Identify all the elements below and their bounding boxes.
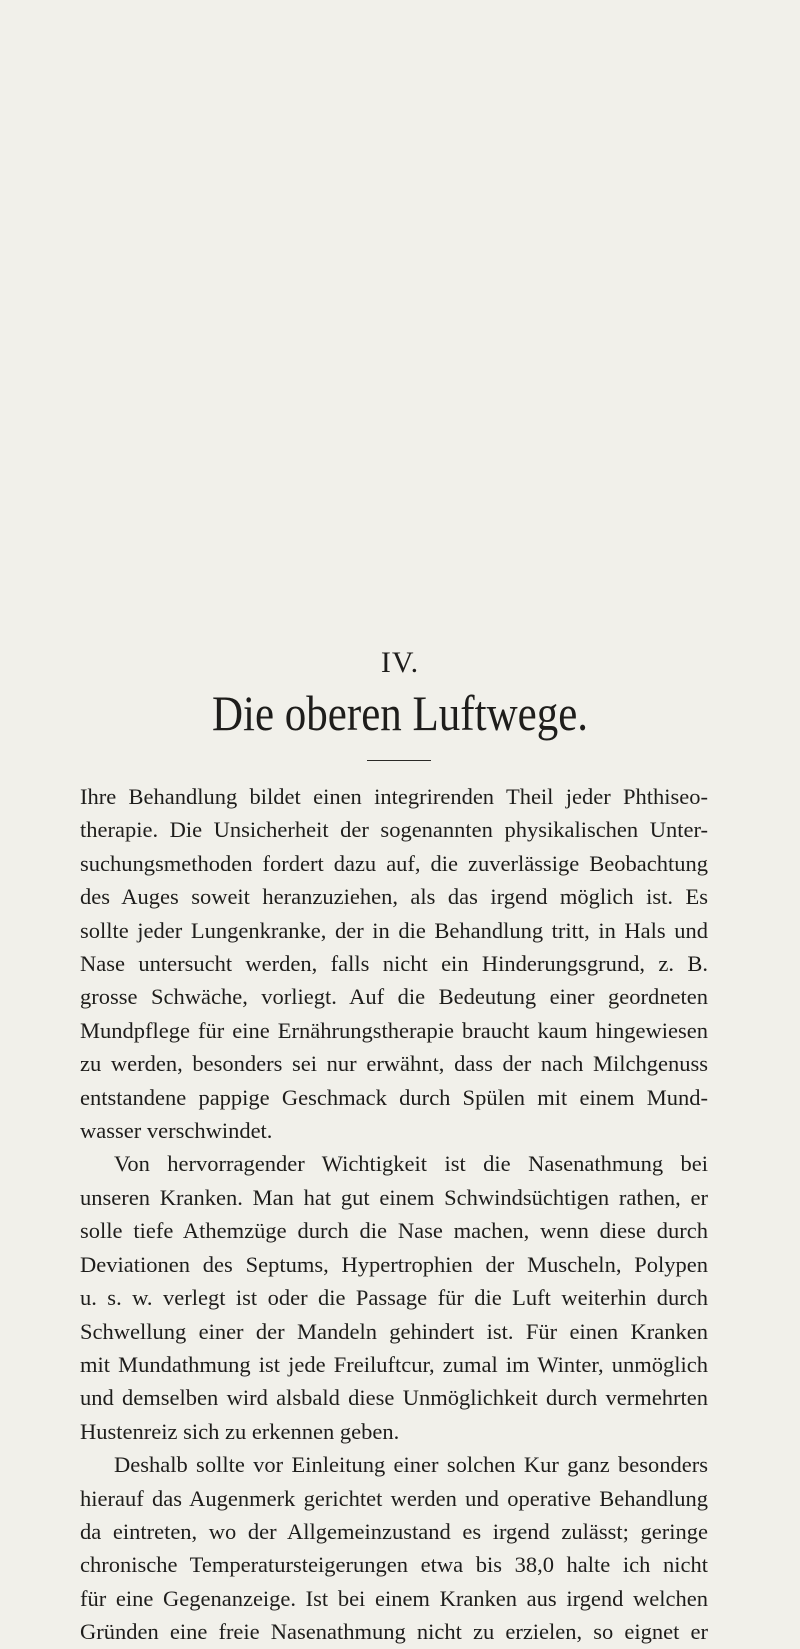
text-line: suchungsmethoden fordert dazu auf, die zuverlässige Beobachtung (80, 850, 708, 876)
chapter-number: IV. (380, 646, 420, 679)
text-line: unseren Kranken. Man hat gut einem Schwindsüchtigen rathen, er (80, 1184, 708, 1210)
text-line: da eintreten, wo der Allgemeinzustand es irgend zulässt; geringe (80, 1518, 708, 1544)
text-line: grosse Schwäche, vorliegt. Auf die Bedeutung einer geordneten (80, 984, 708, 1010)
text-line: hierauf das Augenmerk gerichtet werden und operative Behandlung (80, 1485, 708, 1511)
text-line: therapie. Die Unsicherheit der sogenannten physikalischen Unter- (80, 817, 708, 843)
text-line: mit Mundathmung ist jede Freiluftcur, zumal im Winter, unmöglich (80, 1351, 708, 1377)
text-line: wasser verschwindet. (80, 1118, 273, 1144)
title-divider (367, 760, 431, 761)
text-line: Mundpflege für eine Ernährungstherapie braucht kaum hingewiesen (80, 1017, 708, 1043)
text-line: Schwellung einer der Mandeln gehindert ist. Für einen Kranken (80, 1318, 708, 1344)
text-line: für eine Gegenanzeige. Ist bei einem Kranken aus irgend welchen (80, 1585, 708, 1611)
text-line: chronische Temperatursteigerungen etwa bis 38,0 halte ich nicht (80, 1552, 708, 1578)
paragraph-2 (80, 1147, 708, 1448)
text-line: u. s. w. verlegt ist oder die Passage für die Luft weiterhin durch (80, 1285, 708, 1311)
text-line: Ihre Behandlung bildet einen integrirenden Theil jeder Phthiseo- (80, 784, 708, 809)
paragraph-1 (80, 780, 708, 1147)
chapter-title: Die oberen Luftwege. (211, 685, 589, 741)
text-line: Deshalb sollte vor Einleitung einer solchen Kur ganz besonders (114, 1452, 708, 1478)
text-line: und demselben wird alsbald diese Unmöglichkeit durch vermehrten (80, 1385, 708, 1411)
text-line: solle tiefe Athemzüge durch die Nase machen, wenn diese durch (80, 1218, 708, 1244)
text-line: Gründen eine freie Nasenathmung nicht zu erzielen, so eignet er (80, 1619, 708, 1645)
text-line: des Auges soweit heranzuziehen, als das irgend möglich ist. Es (80, 884, 708, 910)
text-line: zu werden, besonders sei nur erwähnt, dass der nach Milchgenuss (80, 1051, 708, 1077)
body-text (80, 780, 708, 1649)
text-line: entstandene pappige Geschmack durch Spülen mit einem Mund- (80, 1084, 708, 1110)
paragraph-3 (80, 1448, 708, 1648)
text-line: Von hervorragender Wichtigkeit ist die Nasenathmung bei (114, 1151, 708, 1177)
text-line: sollte jeder Lungenkranke, der in die Behandlung tritt, in Hals und (80, 917, 708, 943)
text-line: Hustenreiz sich zu erkennen geben. (80, 1418, 400, 1444)
text-line: Deviationen des Septums, Hypertrophien der Muscheln, Polypen (80, 1251, 708, 1277)
text-line: Nase untersucht werden, falls nicht ein Hinderungsgrund, z. B. (80, 951, 708, 977)
